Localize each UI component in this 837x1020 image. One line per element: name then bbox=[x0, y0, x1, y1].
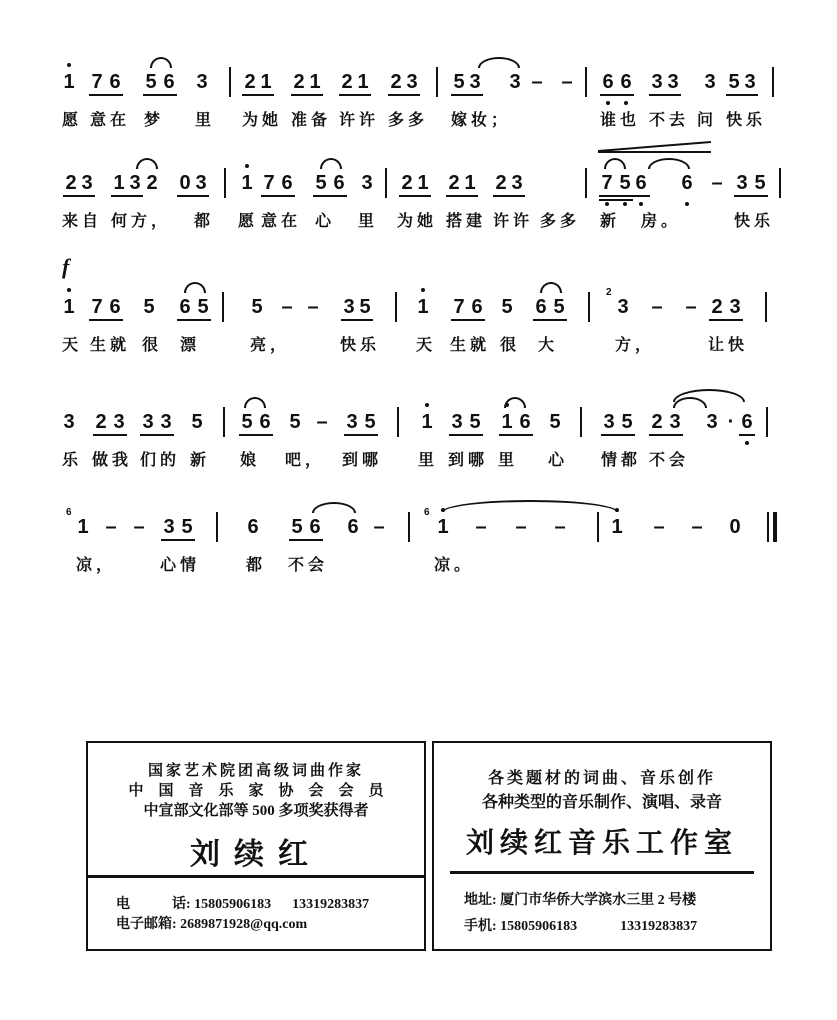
notes-row: 6 1 – – 3 5 6 5 6 6 – 6 1 – – – 1 – – 0 bbox=[0, 510, 837, 544]
lyric: 心 bbox=[548, 450, 569, 469]
phrase-slur bbox=[673, 389, 745, 402]
lyric: 凉， bbox=[76, 555, 117, 574]
lyric: 亮， bbox=[250, 335, 291, 354]
lyric: 嫁妆； bbox=[451, 110, 512, 129]
lyric: 愿 bbox=[238, 211, 259, 230]
barline bbox=[216, 512, 218, 542]
email-label: 电子邮箱: bbox=[116, 917, 177, 932]
lyric: 房。 bbox=[641, 211, 682, 230]
lyric: 问 bbox=[697, 110, 718, 129]
lyric: 做我 bbox=[92, 450, 133, 469]
composer-signature: 刘续红 bbox=[190, 837, 322, 872]
barline bbox=[765, 292, 767, 322]
mobile-2: 13319283837 bbox=[620, 919, 698, 934]
slur bbox=[540, 282, 562, 293]
barline bbox=[772, 67, 774, 97]
lyric: 意在 bbox=[261, 211, 302, 230]
lyric: 快乐 bbox=[726, 110, 767, 129]
lyric: 为她 bbox=[397, 211, 438, 230]
phone-line bbox=[116, 893, 369, 913]
divider bbox=[450, 871, 754, 874]
slur bbox=[604, 158, 626, 169]
barline bbox=[222, 292, 224, 322]
barline bbox=[580, 407, 582, 437]
lyric: 生就 bbox=[450, 335, 491, 354]
lyric: 漂 bbox=[180, 335, 201, 354]
final-barline-thin bbox=[767, 512, 769, 542]
lyric: 许许 bbox=[493, 211, 534, 230]
lyric: 为她 bbox=[242, 110, 283, 129]
lyric: 到哪 bbox=[342, 450, 383, 469]
lyric: 都 bbox=[246, 555, 267, 574]
phone-1: 15805906183 bbox=[194, 897, 272, 912]
barline bbox=[585, 67, 587, 97]
notes-row: 1 7 6 5 6 5 5 – – 3 5 1 7 6 5 6 5 2 3 – – 2 3 bbox=[0, 290, 837, 324]
lyric: 不会 bbox=[288, 555, 329, 574]
lyric: 让快 bbox=[708, 335, 749, 354]
lyric: 生就 bbox=[90, 335, 131, 354]
email-address: 2689871928@qq.com bbox=[180, 917, 308, 932]
title-line: 中宣部文化部等 500 多项奖获得者 bbox=[143, 803, 369, 819]
lyric: 梦 bbox=[144, 110, 165, 129]
lyric: 快乐 bbox=[340, 335, 381, 354]
mobile-1: 15805906183 bbox=[500, 919, 578, 934]
barline bbox=[408, 512, 410, 542]
lyric: 很 bbox=[142, 335, 163, 354]
lyric: 凉。 bbox=[434, 555, 475, 574]
lyrics-row bbox=[0, 334, 837, 358]
notes-row: 3 2 3 3 3 5 5 6 5 – 3 5 1 3 5 1 6 5 3 5 2 3 3 · 6 bbox=[0, 405, 837, 439]
lyric: 里 bbox=[195, 110, 216, 129]
lyric: 新 bbox=[600, 211, 621, 230]
lyric: 天 bbox=[416, 335, 437, 354]
lyric: 们的 bbox=[140, 450, 181, 469]
lyric: 不去 bbox=[649, 110, 690, 129]
lyric: 天 bbox=[62, 335, 83, 354]
lyric: 意在 bbox=[90, 110, 131, 129]
title-line: 中 国 音 乐 家 协 会 会 员 bbox=[128, 783, 384, 799]
lyric: 里 bbox=[358, 211, 379, 230]
notes-row: 1 7 6 5 6 3 2 1 2 1 2 1 2 3 5 3 3 – – 6 6 3 3 3 5 3 bbox=[0, 65, 837, 99]
slur bbox=[504, 397, 526, 408]
title-line: 国家艺术院团高级词曲作家 bbox=[147, 763, 364, 779]
lyric: 娘 bbox=[240, 450, 261, 469]
lyrics-row bbox=[0, 109, 837, 133]
address: 厦门市华侨大学滨水三里 2 号楼 bbox=[500, 893, 697, 908]
tie-long bbox=[442, 500, 618, 512]
grace-note: 2 bbox=[606, 287, 612, 298]
barline bbox=[779, 168, 781, 198]
grace-note: 6 bbox=[424, 507, 430, 518]
barline bbox=[588, 292, 590, 322]
notes-row: 2 3 1 3 2 0 3 1 7 6 5 6 3 2 1 2 1 2 3 bbox=[0, 166, 837, 200]
barline bbox=[597, 512, 599, 542]
lyric: 搭建 bbox=[446, 211, 487, 230]
lyric: 多多 bbox=[388, 110, 429, 129]
composer-card bbox=[86, 741, 426, 951]
composer-card-header bbox=[88, 743, 424, 878]
lyric: 里 bbox=[498, 450, 519, 469]
service-line: 各类题材的词曲、音乐创作 bbox=[487, 770, 716, 787]
phone-label: 电 话: bbox=[116, 897, 191, 912]
lyric: 情都 bbox=[601, 450, 642, 469]
slur bbox=[244, 397, 266, 408]
lyric: 很 bbox=[500, 335, 521, 354]
studio-card bbox=[432, 741, 772, 951]
decrescendo-hairpin bbox=[598, 141, 713, 157]
lyric: 里 bbox=[418, 450, 439, 469]
slur bbox=[184, 282, 206, 293]
lyric: 不会 bbox=[649, 450, 690, 469]
address-label: 地址: bbox=[464, 893, 497, 908]
lyrics-row bbox=[0, 554, 837, 578]
lyric: 心 bbox=[315, 211, 336, 230]
barline bbox=[229, 67, 231, 97]
lyric: 何方， bbox=[111, 211, 172, 230]
barline bbox=[223, 407, 225, 437]
lyric: 大 bbox=[538, 335, 559, 354]
notes-row-cont: 7 5 6 6 – 3 5 bbox=[0, 166, 837, 200]
address-line bbox=[464, 889, 696, 909]
barline bbox=[436, 67, 438, 97]
lyric: 许许 bbox=[339, 110, 380, 129]
lyric: 乐 bbox=[62, 450, 83, 469]
slur bbox=[150, 57, 172, 68]
lyric: 心情 bbox=[160, 555, 201, 574]
lyric: 来自 bbox=[62, 211, 103, 230]
phone-2: 13319283837 bbox=[292, 897, 370, 912]
lyric: 方， bbox=[615, 335, 656, 354]
lyrics-row bbox=[0, 449, 837, 473]
service-line: 各种类型的音乐制作、演唱、录音 bbox=[481, 794, 722, 811]
studio-card-header bbox=[434, 743, 770, 873]
barline bbox=[397, 407, 399, 437]
barline bbox=[395, 292, 397, 322]
lyric: 到哪 bbox=[448, 450, 489, 469]
mobile-label: 手机: bbox=[464, 919, 497, 934]
lyric: 愿 bbox=[62, 110, 83, 129]
lyric: 新 bbox=[190, 450, 211, 469]
lyric: 准备 bbox=[291, 110, 332, 129]
lyric: 谁也 bbox=[600, 110, 641, 129]
lyric: 多多 bbox=[540, 211, 581, 230]
final-barline-thick bbox=[773, 512, 777, 542]
dynamic-forte: f bbox=[62, 254, 70, 279]
email-line bbox=[116, 913, 307, 933]
lyric: 快乐 bbox=[734, 211, 775, 230]
studio-signature: 刘续红音乐工作室 bbox=[465, 826, 738, 859]
lyric: 吧， bbox=[285, 450, 326, 469]
lyric: 都 bbox=[194, 211, 215, 230]
barline bbox=[766, 407, 768, 437]
lyrics-row bbox=[0, 210, 837, 234]
mobile-line bbox=[464, 915, 697, 935]
grace-note: 6 bbox=[66, 507, 72, 518]
